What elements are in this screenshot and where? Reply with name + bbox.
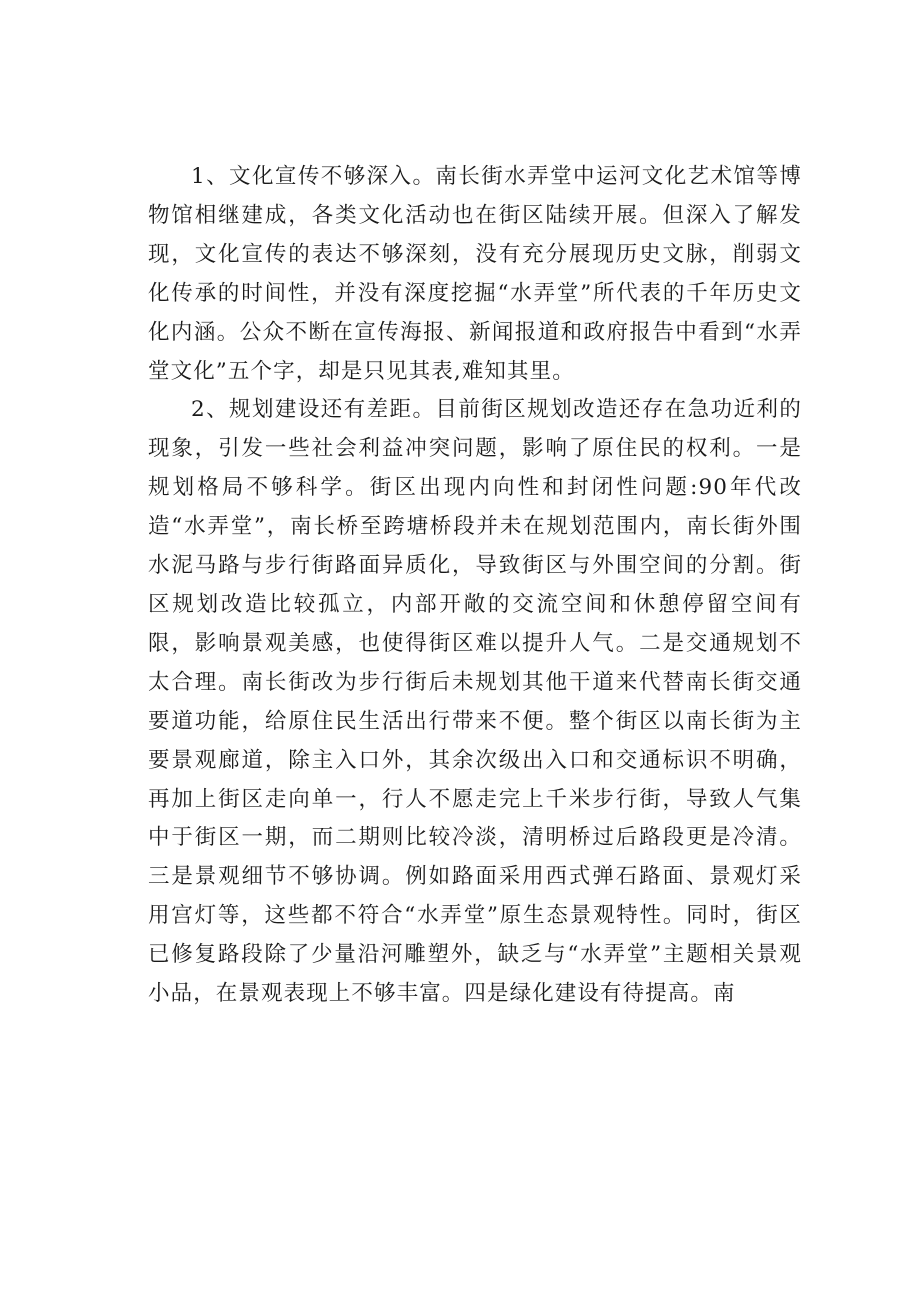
paragraph-planning-construction: 2、规划建设还有差距。目前街区规划改造还存在急功近利的现象，引发一些社会利益冲突问题，影响了原住民的权利。一是规划格局不够科学。街区出现内向性和封闭性问题:90年代改造“水弄堂”，南长桥至跨塘桥段并未在规划范围内，南长街外围水泥马路与步行街路面异质化，导致街区与外围空间的分割。街区规划改造比较孤立，内部开敞的交流空间和休憩停留空间有限，影响景观美感，也使得街区难以提升人气。二是交通规划不太合理。南长街改为步行街后未规划其他干道来代替南长街交通要道功能，给原住民生活出行带来不便。整个街区以南长街为主要景观廊道，除主入口外，其余次级出入口和交通标识不明确，再加上街区走向单一，行人不愿走完上千米步行街，导致人气集中于街区一期，而二期则比较冷淡，清明桥过后路段更是冷清。三是景观细节不够协调。例如路面采用西式弹石路面、景观灯采用宫灯等，这些都不符合“水弄堂”原生态景观特性。同时，街区已修复路段除了少量沿河雕塑外，缺乏与“水弄堂”主题相关景观小品，在景观表现上不够丰富。四是绿化建设有待提高。南 xyxy=(148,397,802,1007)
body-text xyxy=(148,158,802,1014)
paragraph-cultural-promotion: 1、文化宣传不够深入。南长街水弄堂中运河文化艺术馆等博物馆相继建成，各类文化活动也在街区陆续开展。但深入了解发现，文化宣传的表达不够深刻，没有充分展现历史文脉，削弱文化传承的时间性，并没有深度挖掘“水弄堂”所代表的千年历史文化内涵。公众不断在宣传海报、新闻报道和政府报告中看到“水弄堂文化”五个字，却是只见其表,难知其里。 xyxy=(148,164,802,384)
